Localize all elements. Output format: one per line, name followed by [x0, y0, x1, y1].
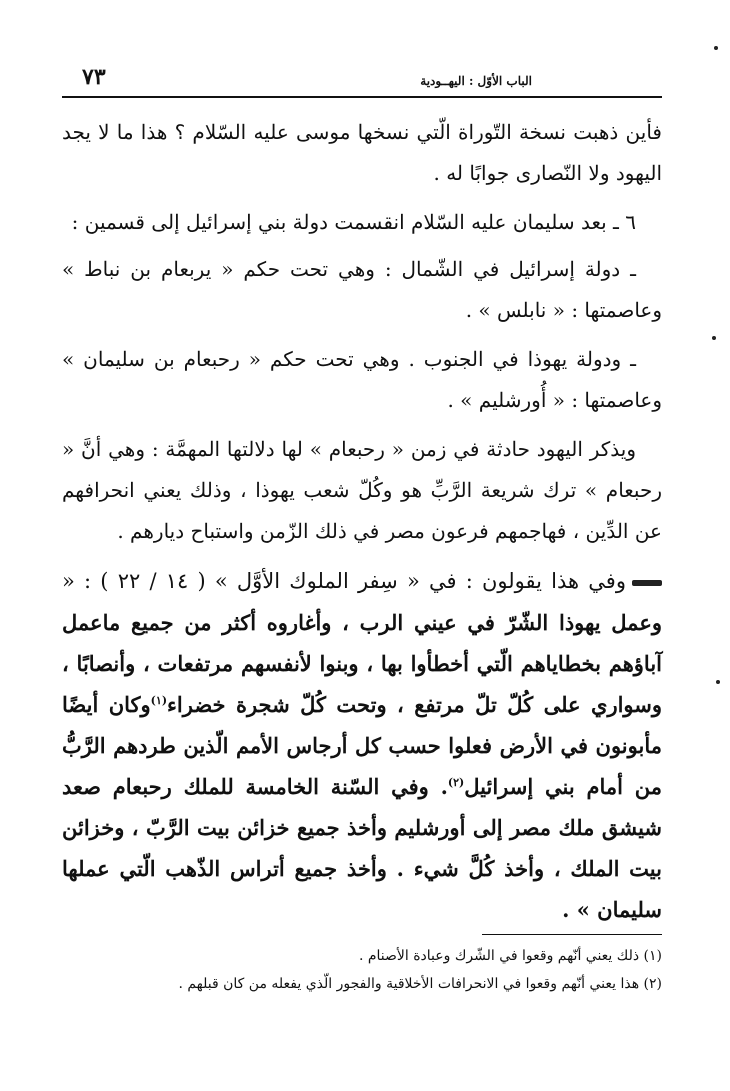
quotation-text-2: وكان أيضًا مأبونون في الأرض فعلوا حسب كل أرجاس الأمم الّذين طردهم الرَّبُّ من أمام بني إسرائيل	[62, 692, 663, 799]
running-title: الباب الأوّل : اليهــودية	[420, 74, 532, 88]
book-page	[62, 62, 662, 1042]
margin-mark-top	[714, 46, 718, 50]
page-number: ٧٣	[82, 64, 106, 90]
footnote-2: (٢) هذا يعني أنّهم وقعوا في الانحرافات الأخلاقية والفجور الّذي يفعله من كان قبلهم .	[178, 976, 662, 992]
paragraph-kingdom-israel: ـ دولة إسرائيل في الشّمال : وهي تحت حكم « يربعام بن نباط » وعاصمتها : « نابلس » .	[62, 257, 662, 322]
quotation-text-1: وعمل يهوذا الشّرّ في عيني الرب ، وأغاروه أكثر من جميع ماعمل آباؤهم بخطاياهم الّتي أخطأوا بها ، وبنوا لأنفسهم مرتفعات ، وأنصابًا ، وسواري على كُلّ تلّ مرتفع ، وتحت كُلّ شجرة خضراء	[62, 610, 662, 717]
paragraph-division: ٦ ـ بعد سليمان عليه السّلام انقسمت دولة بني إسرائيل إلى قسمين :	[71, 210, 636, 234]
footnote-divider	[482, 934, 662, 935]
footnote-1: (١) ذلك يعني أنّهم وقعوا في الشّرك وعبادة الأصنام .	[358, 948, 662, 964]
footnote-ref-2[interactable]: (٢)	[447, 776, 465, 789]
footnote-ref-1[interactable]: (١)	[150, 694, 168, 707]
paragraph-kingdom-judah: ـ ودولة يهوذا في الجنوب . وهي تحت حكم « رحبعام بن سليمان » وعاصمتها : « أُورشليم » .	[62, 347, 662, 412]
paragraph-rehoboam-event: ويذكر اليهود حادثة في زمن « رحبعام » لها دلالتها المهمَّة : وهي أنَّ « رحبعام » ترك شريعة الرَّبِّ هو وكُلّ شعب يهوذا ، وذلك يعني انحرافهم عن الدِّين ، فهاجمهم فرعون مصر في ذلك الزّمن واستباح ديارهم .	[62, 437, 662, 543]
main-text	[62, 112, 662, 930]
footnotes	[62, 942, 662, 998]
kings-quotation	[62, 560, 662, 930]
quotation-intro: وفي هذا يقولون : في « سِفر الملوك الأوَّل » ( ١٤ / ٢٢ ) : «	[62, 569, 626, 593]
margin-mark-middle	[712, 336, 716, 340]
quotation-text-3: . وفي السّنة الخامسة للملك رحبعام صعد شيشق ملك مصر إلى أورشليم وأخذ جميع خزائن بيت الرَّبّ ، وخزائن بيت الملك ، وأخذ كُلَّ شيء . وأخذ جميع أتراس الذّهب الّتي عملها سليمان » .	[62, 774, 662, 922]
page-header	[62, 62, 662, 98]
quote-marker-icon	[632, 580, 662, 586]
paragraph-torah-copy: فأين ذهبت نسخة التّوراة الّتي نسخها موسى عليه السّلام ؟ هذا ما لا يجد اليهود ولا النّصارى جوابًا له .	[62, 120, 662, 185]
margin-mark-lower	[716, 680, 720, 684]
